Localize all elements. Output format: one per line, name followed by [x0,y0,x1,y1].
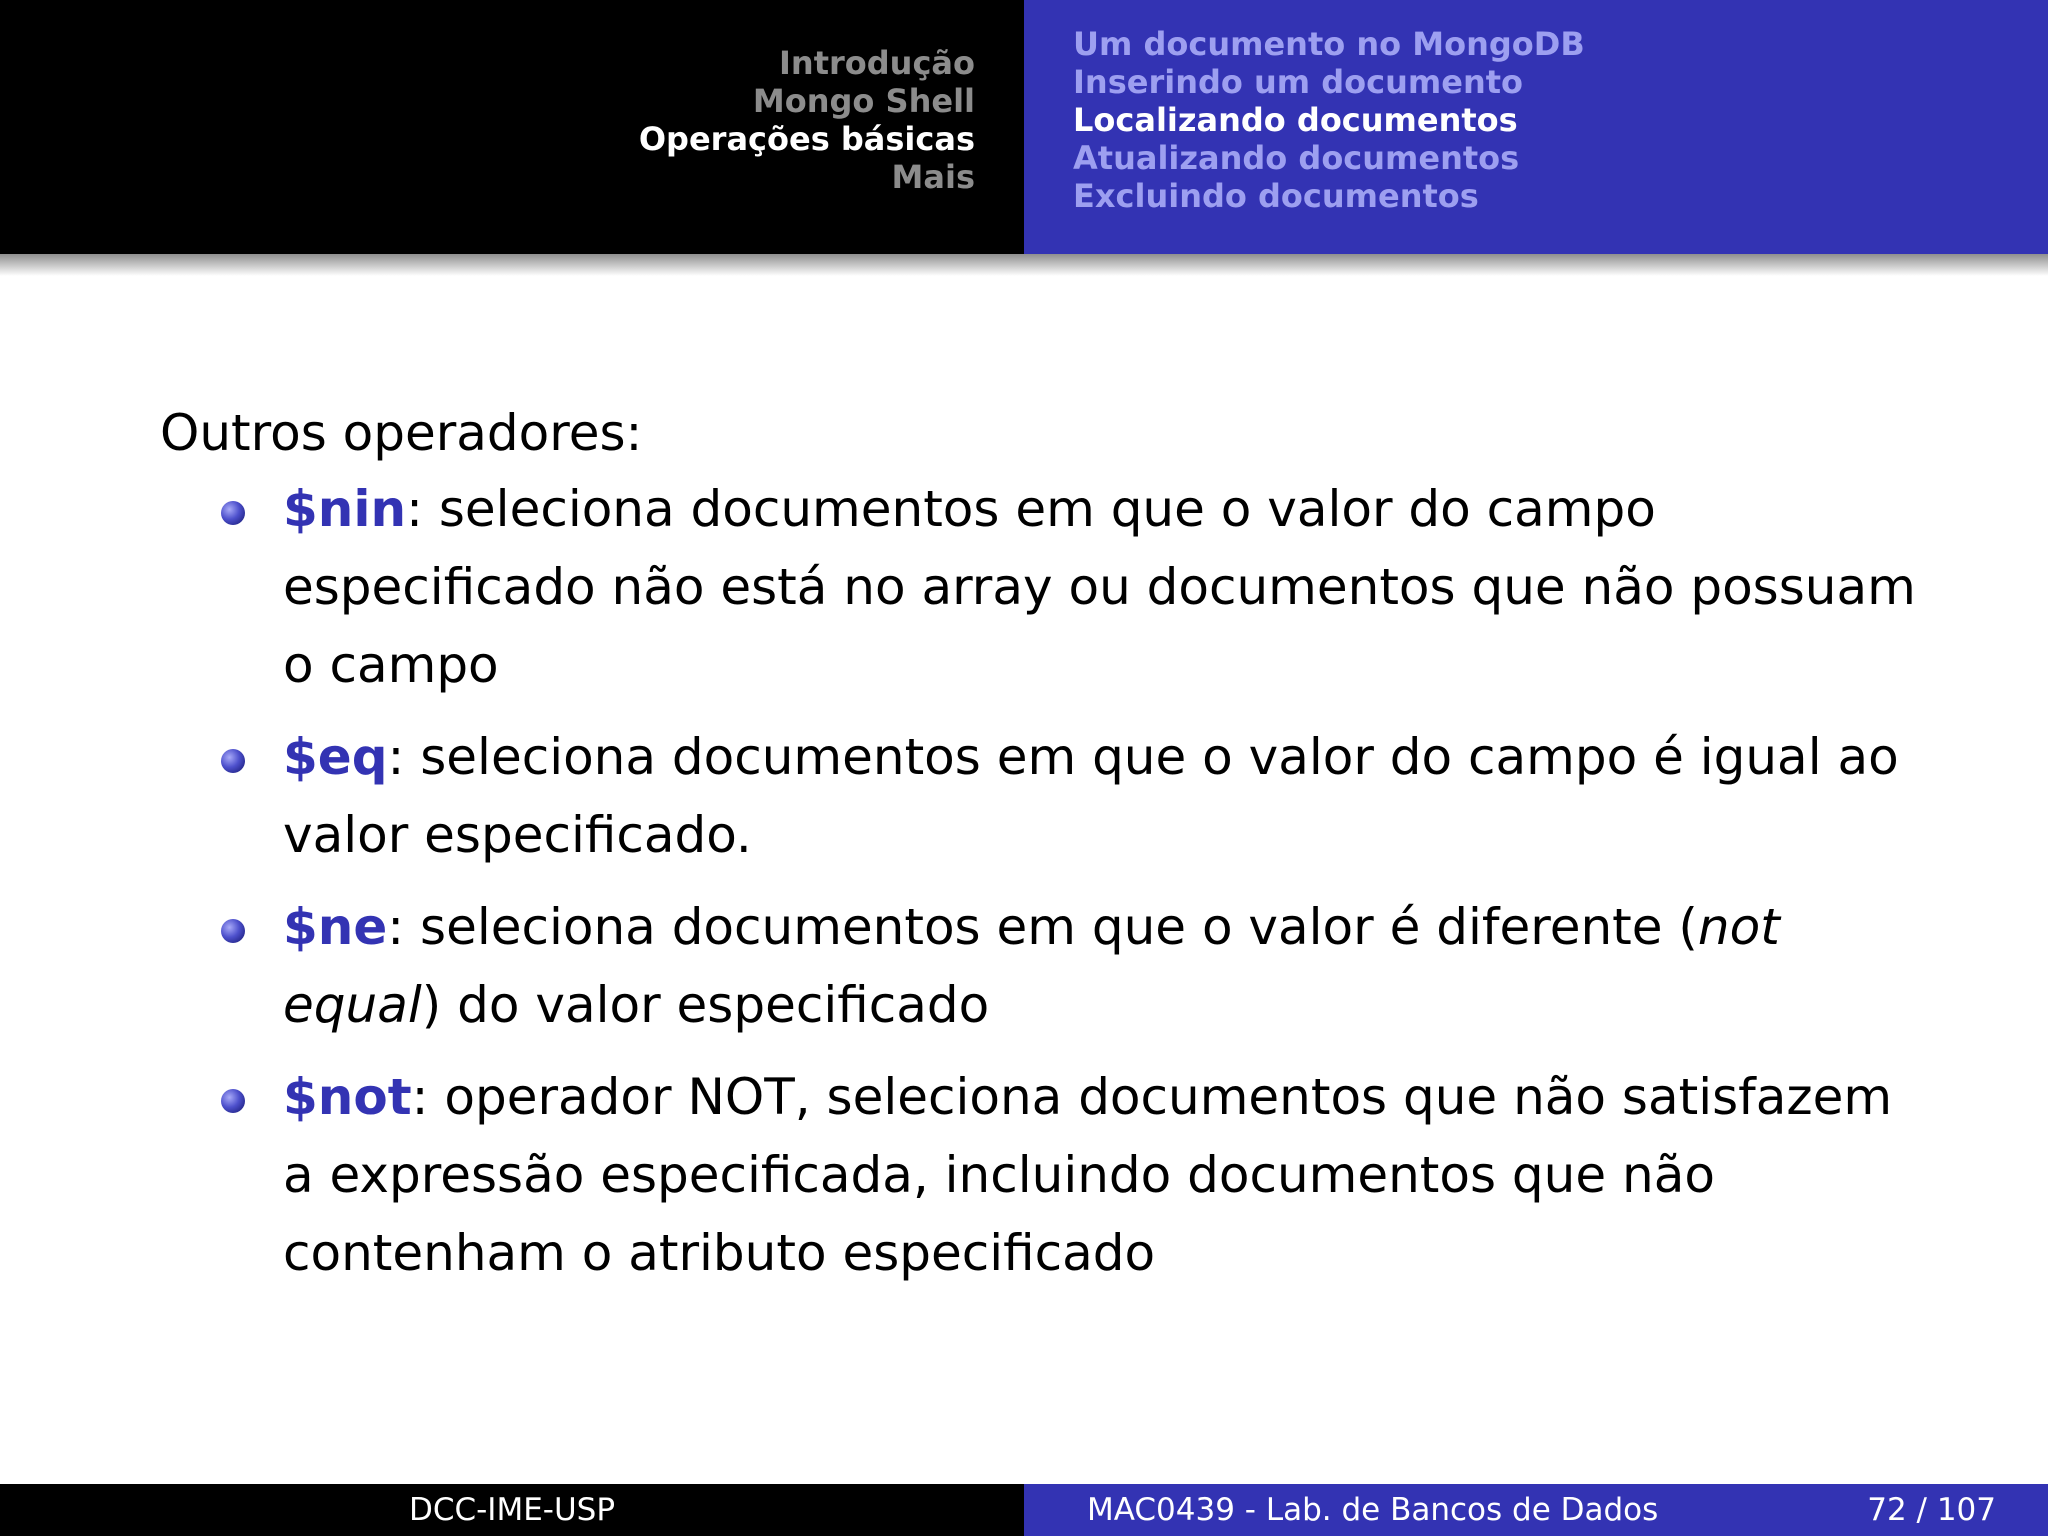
bullet-ball-icon [221,1089,245,1113]
operator-description: : seleciona documentos em que o valor do campo especificado não está no array ou documentos que não possuam o campo [283,480,1916,694]
nav-section-introducao[interactable]: Introdução [779,44,975,82]
operator-name: $eq [283,728,388,786]
intro-text: Outros operadores: [160,404,643,462]
operator-description: : seleciona documentos em que o valor é diferente ( [387,898,1698,956]
slide-header [0,0,2048,254]
operator-item-not [283,1058,1923,1292]
header-subsections-panel [1024,0,2048,254]
nav-subsection-um-documento[interactable]: Um documento no MongoDB [1073,25,1585,63]
nav-subsection-localizando[interactable]: Localizando documentos [1073,101,1518,139]
operator-description: : seleciona documentos em que o valor do campo é igual ao valor especificado. [283,728,1899,864]
slide-content [0,276,2048,1484]
footer-right-panel [1024,1484,2048,1536]
nav-section-mongo-shell[interactable]: Mongo Shell [752,82,975,120]
operator-description: : operador NOT, seleciona documentos que não satisfazem a expressão especificada, incluindo documentos que não contenham o atributo especificado [283,1068,1893,1282]
section-nav [639,44,975,196]
nav-subsection-atualizando[interactable]: Atualizando documentos [1073,139,1520,177]
bullet-ball-icon [221,919,245,943]
footer-page-number: 72 / 107 [1867,1492,1996,1528]
header-sections-panel [0,0,1024,254]
operator-item-ne [283,888,1923,1044]
nav-section-operacoes-basicas[interactable]: Operações básicas [638,120,975,158]
subsection-nav [1073,25,1585,215]
operator-name: $ne [283,898,388,956]
operator-list [283,470,1923,1306]
header-shadow [0,254,2048,276]
bullet-ball-icon [221,749,245,773]
nav-section-mais[interactable]: Mais [891,158,975,196]
operator-item-eq [283,718,1923,874]
footer-institution: DCC-IME-USP [408,1492,616,1528]
bullet-ball-icon [221,501,245,525]
nav-subsection-excluindo[interactable]: Excluindo documentos [1073,177,1479,215]
nav-subsection-inserindo[interactable]: Inserindo um documento [1073,63,1524,101]
operator-description-italic: not equal [283,898,1780,1034]
footer-left-panel [0,1484,1024,1536]
operator-item-nin [283,470,1923,704]
operator-name: $nin [283,480,407,538]
slide-footer [0,1484,2048,1536]
operator-name: $not [283,1068,412,1126]
footer-course-title: MAC0439 - Lab. de Bancos de Dados [1087,1492,1659,1528]
operator-description-end: ) do valor especificado [421,976,990,1034]
